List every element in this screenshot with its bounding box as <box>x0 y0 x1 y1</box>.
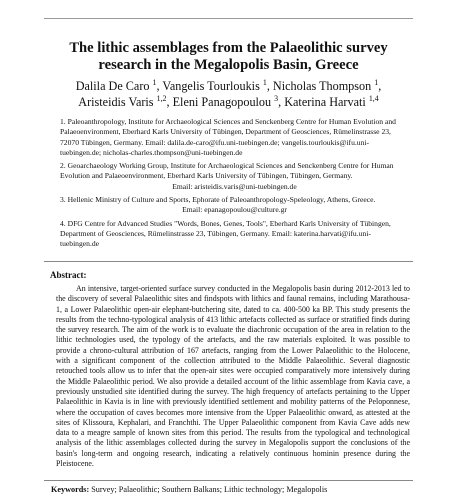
author-line-1: Dalila De Caro $^1$, Vangelis Tourloukis $^1$, Nicholas Thompson $^1$, <box>75 77 382 93</box>
keywords <box>51 485 327 494</box>
author-name: Katerina Harvati <box>284 95 366 109</box>
top-rule <box>44 18 413 19</box>
title-line-1: The lithic assemblages from the Palaeolithic survey <box>69 40 388 56</box>
affiliation-3: 3. Hellenic Ministry of Culture and Sports, Ephorate of Paleoanthropology-Speleology, Athens, Greece. <box>60 195 376 205</box>
affiliation-1: 1. Paleoanthropology, Institute for Archaeological Sciences and Senckenberg Centre for Human Evolution and Palaeoenvironment, Eberhard Karls University of Tübingen, Department of Geosciences, Rümelinstrasse 23, 72070 Tübingen, Germany. Email: dalila.de-caro@ifu.uni-tuebingen.de; vangelis.tourloukis@ifu.uni-tuebingen.de; nicholas-charles.thompson@uni-tuebingen.de <box>60 117 396 157</box>
paper-title <box>30 40 427 74</box>
author-affiliation-marker: 3 <box>274 93 279 103</box>
author-affiliation-marker: 1 <box>374 77 379 87</box>
affiliation-2: 2. Geoarchaeology Working Group, Institute for Archaeological Sciences and Senckenberg Centre for Human Evolution and Palaeoenvironment, Eberhard Karls University of Tübingen, Tübingen, Germany. <box>60 161 394 181</box>
abstract-heading: Abstract: <box>50 270 87 280</box>
author-affiliation-marker: 1 <box>262 77 267 87</box>
author-name: Aristeidis Varis <box>78 95 154 109</box>
affiliation-4: 4. DFG Centre for Advanced Studies "Words, Bones, Genes, Tools", Eberhard Karls University of Tübingen, Department of Geosciences, Rümelinstrasse 23, Tübingen, Germany. Email: katerina.harvati@ifu.uni-tuebingen.de <box>60 218 391 249</box>
author-name: Dalila De Caro <box>75 79 150 93</box>
author-affiliation-marker: 1 <box>152 77 157 87</box>
affiliation-2-email: Email: aristeidis.varis@uni-tuebingen.de <box>172 181 297 191</box>
affiliation-3-email: Email: epanagopoulou@culture.gr <box>182 205 287 215</box>
keywords-text: Survey; Palaeolithic; Southern Balkans; Lithic technology; Megalopolis <box>91 485 328 494</box>
keywords-label: Keywords: <box>51 485 90 494</box>
author-list <box>30 78 427 110</box>
abstract-text: An intensive, target-oriented surface survey conducted in the Megalopolis basin during 2012-2013 led to the discovery of several Palaeolithic sites and findspots with lithics and faunal remains, including Marathousa-1, a Lower Palaeolithic open-air elephant-butchering site, dated to ca. 400-500 ka BP. This study presents the results from the techno-typological analysis of 413 lithic artefacts collected as surface or stratified finds during the survey research. The aim of the work is to evaluate the diachronic occupation of the area in relation to the lithic technologies used, the typology of the artefacts, and the raw materials exploited. It was possible to provide a chrono-cultural attribution of 167 artefacts, ranging from the Lower Palaeolithic to the Holocene, with a significant component of the collection attributed to the Middle Palaeolithic. Several diagnostic retouched tools allow us to infer that the open-air sites were occupied comparatively more intensively during the Middle Palaeolithic period. We also provide a detailed account of the lithic assemblage from Kavia cave, a previously unstudied site identified during the survey. The high frequency of artefacts pertaining to the Upper Palaeolithic in Kavia is in line with previously identified settlement and mobility patterns of the Peloponnese, where the occupation of caves becomes more intensive from the Upper Palaeolithic onward, as attested at the sites of Klissoura, Kephalari, and Franchthi. The Upper Palaeolithic component from Kavia Cave adds new data to a meagre sample of known sites from this period. The results from the typological and technological analysis of the lithic assemblages collected during the survey in Megalopolis support the conclusions of the basin's long-term and ongoing research, indicating a relatively continuous hominin presence during the Pleistocene. <box>56 284 410 469</box>
author-affiliation-marker: 1,4 <box>368 93 379 103</box>
title-line-2: research in the Megalopolis Basin, Greece <box>98 57 359 73</box>
author-name: Nicholas Thompson <box>272 79 372 93</box>
affiliations <box>60 117 409 253</box>
author-name: Eleni Panagopoulou <box>172 95 272 109</box>
author-affiliation-marker: 1,2 <box>156 93 167 103</box>
author-name: Vangelis Tourloukis <box>162 79 260 93</box>
author-line-2: Aristeidis Varis $^{1,2}$, Eleni Panagopoulou $^3$, Katerina Harvati $^{1,4}$ <box>78 93 379 109</box>
